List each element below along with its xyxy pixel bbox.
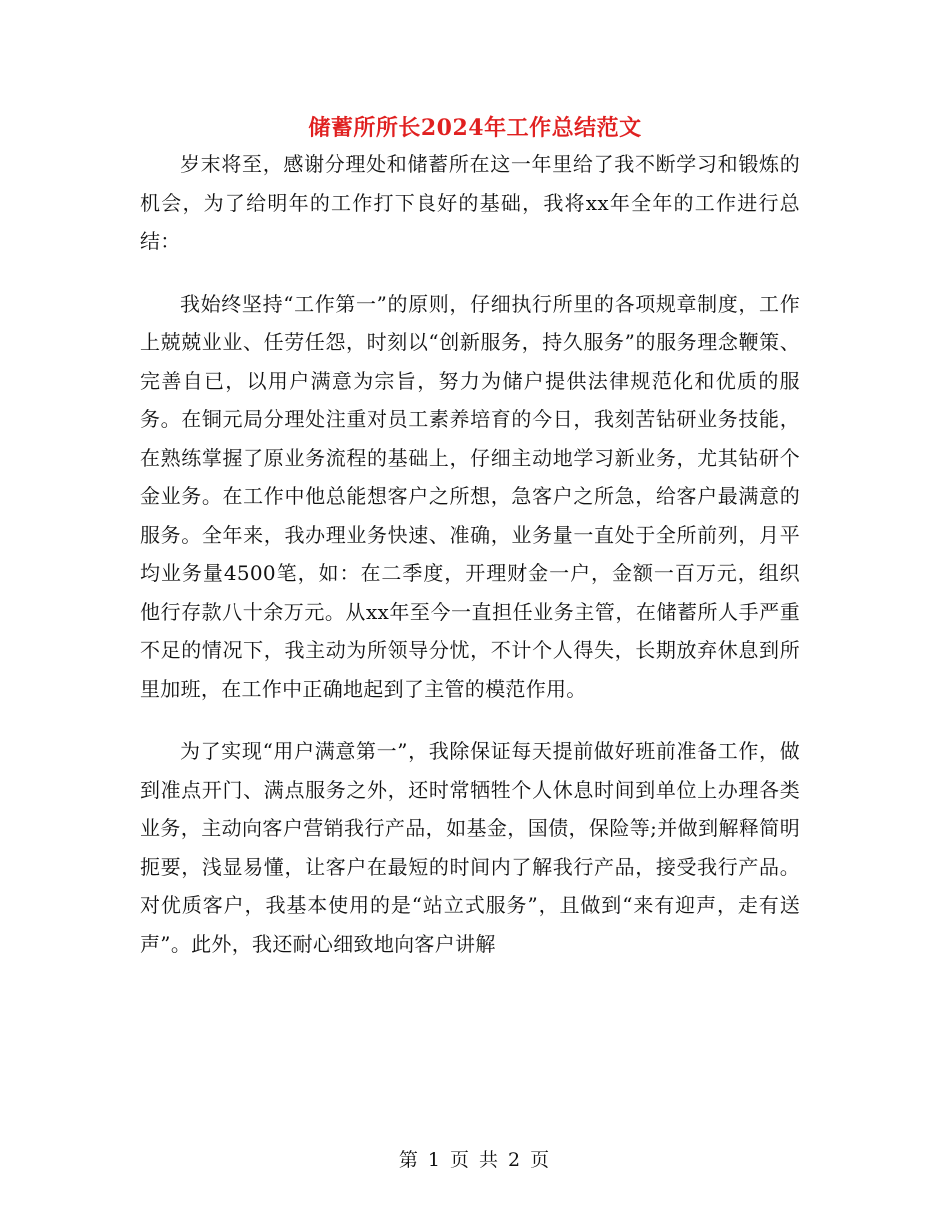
paragraph-work-principles: 我始终坚持“工作第一”的原则，仔细执行所里的各项规章制度，工作上兢兢业业、任劳任怨，时刻以“创新服务，持久服务”的服务理念鞭策、完善自已，以用户满意为宗旨，努力为储户提供法律规范化和优质的服务。在铜元局分理处注重对员工素养培育的今日，我刻苦钻研业务技能，在熟练掌握了原业务流程的基础上，仔细主动地学习新业务，尤其钻研个金业务。在工作中他总能想客户之所想，急客户之所急，给客户最满意的服务。全年来，我办理业务快速、准确，业务量一直处于全所前列，月平均业务量4500笔，如：在二季度，开理财金一户，金额一百万元，组织他行存款八十余万元。从xx年至今一直担任业务主管，在储蓄所人手严重不足的情况下，我主动为所领导分忧，不计个人得失，长期放弃休息到所里加班，在工作中正确地起到了主管的模范作用。 <box>140 291 800 701</box>
document-body <box>140 145 800 987</box>
paragraph-intro: 岁末将至，感谢分理处和储蓄所在这一年里给了我不断学习和锻炼的机会，为了给明年的工作打下良好的基础，我将xx年全年的工作进行总结： <box>140 152 800 253</box>
page-number-footer: 第 1 页 共 2 页 <box>398 1149 552 1171</box>
document-title: 储蓄所所长2024年工作总结范文 <box>308 115 642 141</box>
paragraph-customer-service: 为了实现“用户满意第一”，我除保证每天提前做好班前准备工作，做到准点开门、满点服务之外，还时常牺牲个人休息时间到单位上办理各类业务，主动向客户营销我行产品，如基金，国债，保险等;并做到解释简明扼要，浅显易懂，让客户在最短的时间内了解我行产品，接受我行产品。对优质客户，我基本使用的是“站立式服务”，且做到“来有迎声，走有送声”。此外，我还耐心细致地向客户讲解 <box>140 739 800 956</box>
